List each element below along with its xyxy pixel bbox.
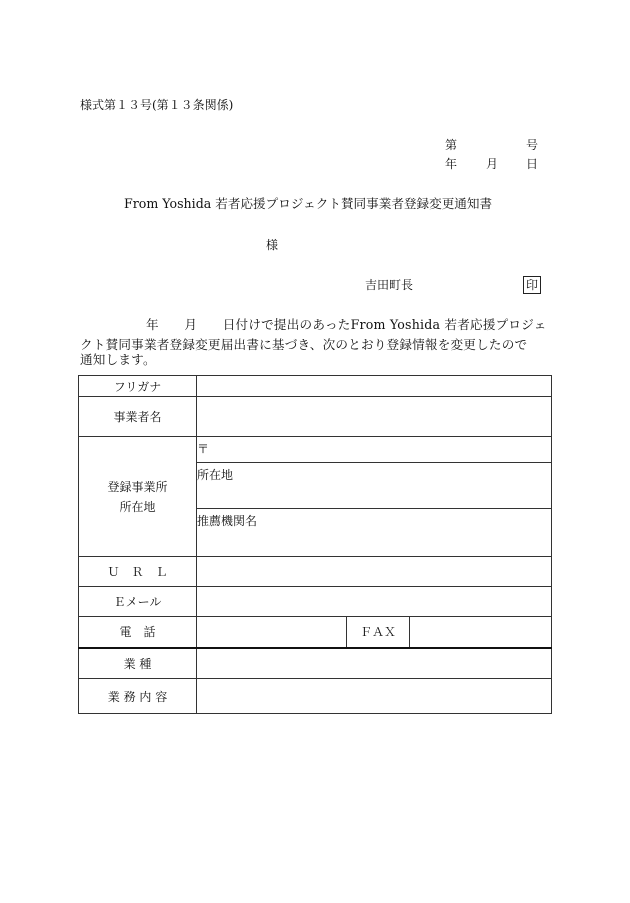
- table-row: [79, 437, 552, 463]
- industry-field[interactable]: [197, 648, 552, 679]
- business-content-field[interactable]: [197, 679, 552, 714]
- notice-line-1: 年 月 日付けで提出のあったFrom Yoshida 若者応援プロジェ: [146, 317, 547, 332]
- postal-mark: 〒: [197, 442, 210, 456]
- location-field[interactable]: [197, 463, 552, 509]
- notice-line-3: 通知します。: [80, 352, 156, 367]
- table-row: [79, 679, 552, 714]
- phone-label: 電 話: [79, 617, 197, 648]
- table-row: [79, 376, 552, 397]
- date-month: 月: [486, 157, 499, 171]
- notice-line-2: クト賛同事業者登録変更届出書に基づき、次のとおり登録情報を変更したので: [80, 337, 528, 352]
- table-row: [79, 397, 552, 437]
- business-name-field[interactable]: [197, 397, 552, 437]
- table-row: [79, 557, 552, 587]
- email-field[interactable]: [197, 587, 552, 617]
- date-day: 日: [526, 157, 539, 171]
- date-year: 年: [445, 157, 458, 171]
- furigana-label: フリガナ: [79, 376, 197, 397]
- furigana-field[interactable]: [197, 376, 552, 397]
- table-row: [79, 648, 552, 679]
- notice-body: [80, 315, 555, 365]
- email-label: Ｅメール: [79, 587, 197, 617]
- industry-label: 業 種: [79, 648, 197, 679]
- url-label: Ｕ Ｒ Ｌ: [79, 557, 197, 587]
- fax-label: ＦＡＸ: [347, 617, 410, 648]
- issuer-name: 吉田町長: [365, 278, 414, 292]
- form-number: 様式第１３号(第１３条関係): [80, 98, 234, 112]
- business-content-label: 業 務 内 容: [79, 679, 197, 714]
- fax-field[interactable]: [410, 617, 552, 648]
- document-number-prefix: 第: [445, 138, 458, 152]
- office-label-line2: 所在地: [119, 499, 156, 514]
- registration-table: [78, 375, 552, 714]
- location-label: 所在地: [197, 468, 234, 482]
- table-row: [79, 617, 552, 648]
- office-label-line1: 登録事業所: [107, 479, 168, 494]
- phone-field[interactable]: [197, 617, 347, 648]
- url-field[interactable]: [197, 557, 552, 587]
- recommending-org-field[interactable]: [197, 509, 552, 557]
- business-name-label: 事業者名: [79, 397, 197, 437]
- document-number-suffix: 号: [526, 138, 539, 152]
- postal-code-field[interactable]: [197, 437, 552, 463]
- seal-mark: 印: [523, 276, 541, 294]
- recommending-org-label: 推薦機関名: [197, 514, 258, 528]
- table-row: [79, 587, 552, 617]
- document-title: From Yoshida 若者応援プロジェクト賛同事業者登録変更通知書: [124, 196, 493, 211]
- office-address-label: [79, 437, 197, 557]
- addressee-suffix: 様: [266, 238, 279, 252]
